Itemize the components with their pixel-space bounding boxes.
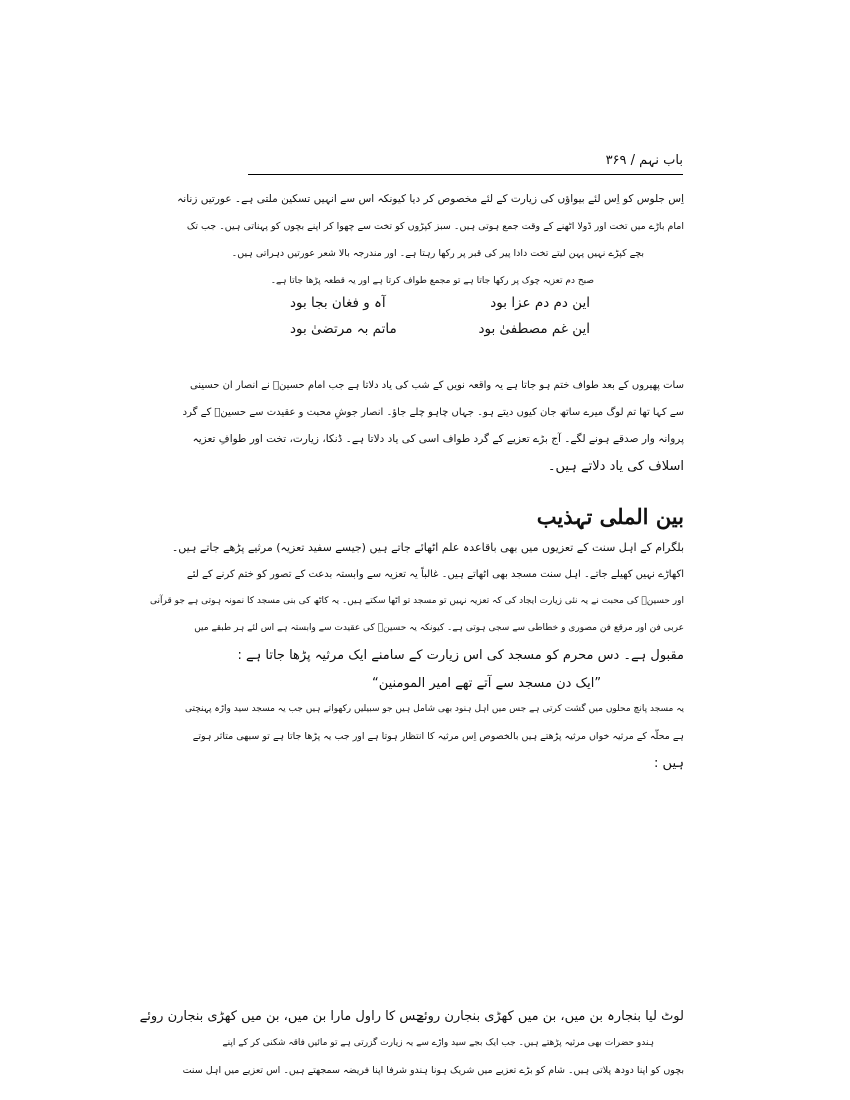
text-line: پروانہ وار صدقے ہونے لگے۔ آج بڑے تعزیے کے گرد طواف اسی کی یاد دلاتا ہے۔ ڈنکا، زیارت، تخت اور طوافِ تعزیہ <box>192 433 684 445</box>
verse-row <box>290 290 590 316</box>
couplet-line: لوٹ لیا بنجارہ بن میں، بن میں کھڑی بنجارن روئے <box>416 1009 684 1024</box>
verse-hemistich: این دم دم عزا بود <box>490 295 590 311</box>
verse-hemistich: آہ و فغان بجا بود <box>290 295 386 311</box>
paragraph-1 <box>172 186 684 267</box>
header-rule <box>248 174 683 175</box>
text-line: اسلاف کی یاد دلاتے ہیں۔ <box>547 459 684 474</box>
text-line: یہ مسجد پانچ محلوں میں گشت کرتی ہے جس میں اہل ہنود بھی شامل ہیں جو سبیلیں رکھواتے ہیں جب یہ مسجد سید واڑہ پہنچتی <box>185 704 684 714</box>
couplet-line: جس کا راول مارا بن میں، بن میں کھڑی بنجارن روئے <box>139 1009 424 1024</box>
text-line: مقبول ہے۔ دس محرم کو مسجد کی اس زیارت کے سامنے ایک مرثیہ پڑھا جاتا ہے : <box>237 648 684 663</box>
persian-verse <box>290 290 590 342</box>
marsiya-quote: ”ایک دن مسجد سے آتے تھے امیر المومنین“ <box>372 676 602 691</box>
text-line: ہندو حضرات بھی مرثیہ پڑھتے ہیں۔ جب ایک بجے سید واڑے سے یہ زیارت گزرتی ہے تو مائیں فاقہ شکنی کر کے اپنے <box>222 1038 654 1048</box>
text-line: اِس جلوس کو اِس لئے بیواؤں کی زیارت کے لئے مخصوص کر دیا کیونکہ اس سے انہیں تسکین ملتی ہے۔ عورتیں زنانہ <box>177 193 684 205</box>
paragraph-4 <box>150 534 684 669</box>
text-line: سے کہا تھا تم لوگ میرے ساتھ جان کیوں دیتے ہو۔ جہاں چاہو چلے جاؤ۔ انصار جوشِ محبت و عقیدت سے حسینؑ کے گرد <box>182 407 684 418</box>
text-line: اور حسینؑ کی محبت نے یہ نئی زیارت ایجاد کی کہ تعزیہ نہیں تو مسجد تو اٹھا سکتے ہیں۔ یہ کاٹھ کی بنی مسجد کا نمونہ ہوتی ہے جو قرآنی <box>150 596 684 606</box>
section-heading: بین الملی تہذیب <box>536 504 684 529</box>
text-line: صبح دم تعزیہ چوک پر رکھا جاتا ہے تو مجمع طواف کرتا ہے اور یہ قطعہ پڑھا جاتا ہے۔ <box>270 276 594 286</box>
verse-hemistich: ماتم بہ مرتضیٰ بود <box>290 321 397 337</box>
text-line: بلگرام کے اہل سنت کے تعزیوں میں بھی باقاعدہ علم اٹھائے جاتے ہیں (جیسے سفید تعزیہ) مرثیے پڑھے جاتے ہیں۔ <box>171 541 684 554</box>
text-line: اکھاڑے نہیں کھیلے جاتے۔ اہل سنت مسجد بھی اٹھاتے ہیں۔ غالباً یہ تعزیہ سے وابستہ بدعت کے تصور کو ختم کرنے کے لئے <box>186 569 684 580</box>
marsiya-couplet <box>139 1004 684 1030</box>
text-line: سات پھیروں کے بعد طواف ختم ہو جاتا ہے یہ واقعہ نویں کے شب کی یاد دلاتا ہے جب امام حسینؑ نے انصار ان حسینی <box>189 380 684 391</box>
running-header: باب نہم / ۳۶۹ <box>605 153 683 168</box>
paragraph-6 <box>172 1030 684 1084</box>
verse-row <box>290 316 590 342</box>
verse-hemistich: این غم مصطفیٰ بود <box>478 321 590 337</box>
text-line: عربی فن اور مرقع فن مصوری و خطاطی سے سجی ہوتی ہے۔ کیونکہ یہ حسینؑ کی عقیدت سے وابستہ ہے اس لئے ہر طبقے میں <box>194 623 684 633</box>
paragraph-5 <box>172 696 684 777</box>
text-line: بچوں کو اپنا دودھ پلاتی ہیں۔ شام کو بڑے تعزیے میں شریک ہونا ہندو شرفا اپنا فریضہ سمجھتے ہیں۔ اس تعزیے میں اہل سنت <box>182 1065 684 1076</box>
paragraph-3 <box>172 372 684 480</box>
text-line: بچے کپڑے نہیں پہن لیتے تخت دادا پیر کی قبر پر رکھا رہتا ہے۔ اور مندرجہ بالا شعر عورتیں دہراتی ہیں۔ <box>231 248 644 259</box>
text-line: ہیں : <box>654 756 684 771</box>
text-line: امام باڑے میں تخت اور ڈولا اٹھنے کے وقت جمع ہوتی ہیں۔ سبز کپڑوں کو تخت سے چھوا کر اپنے بچوں کو پہناتی ہیں۔ جب تک <box>186 221 684 232</box>
text-line: ہے محلّہ کے مرثیہ خواں مرثیہ پڑھتے ہیں بالخصوص اِس مرثیہ کا انتظار ہوتا ہے اور جب یہ پڑھا جاتا ہے تو سبھی متاثر ہوتے <box>192 731 684 742</box>
